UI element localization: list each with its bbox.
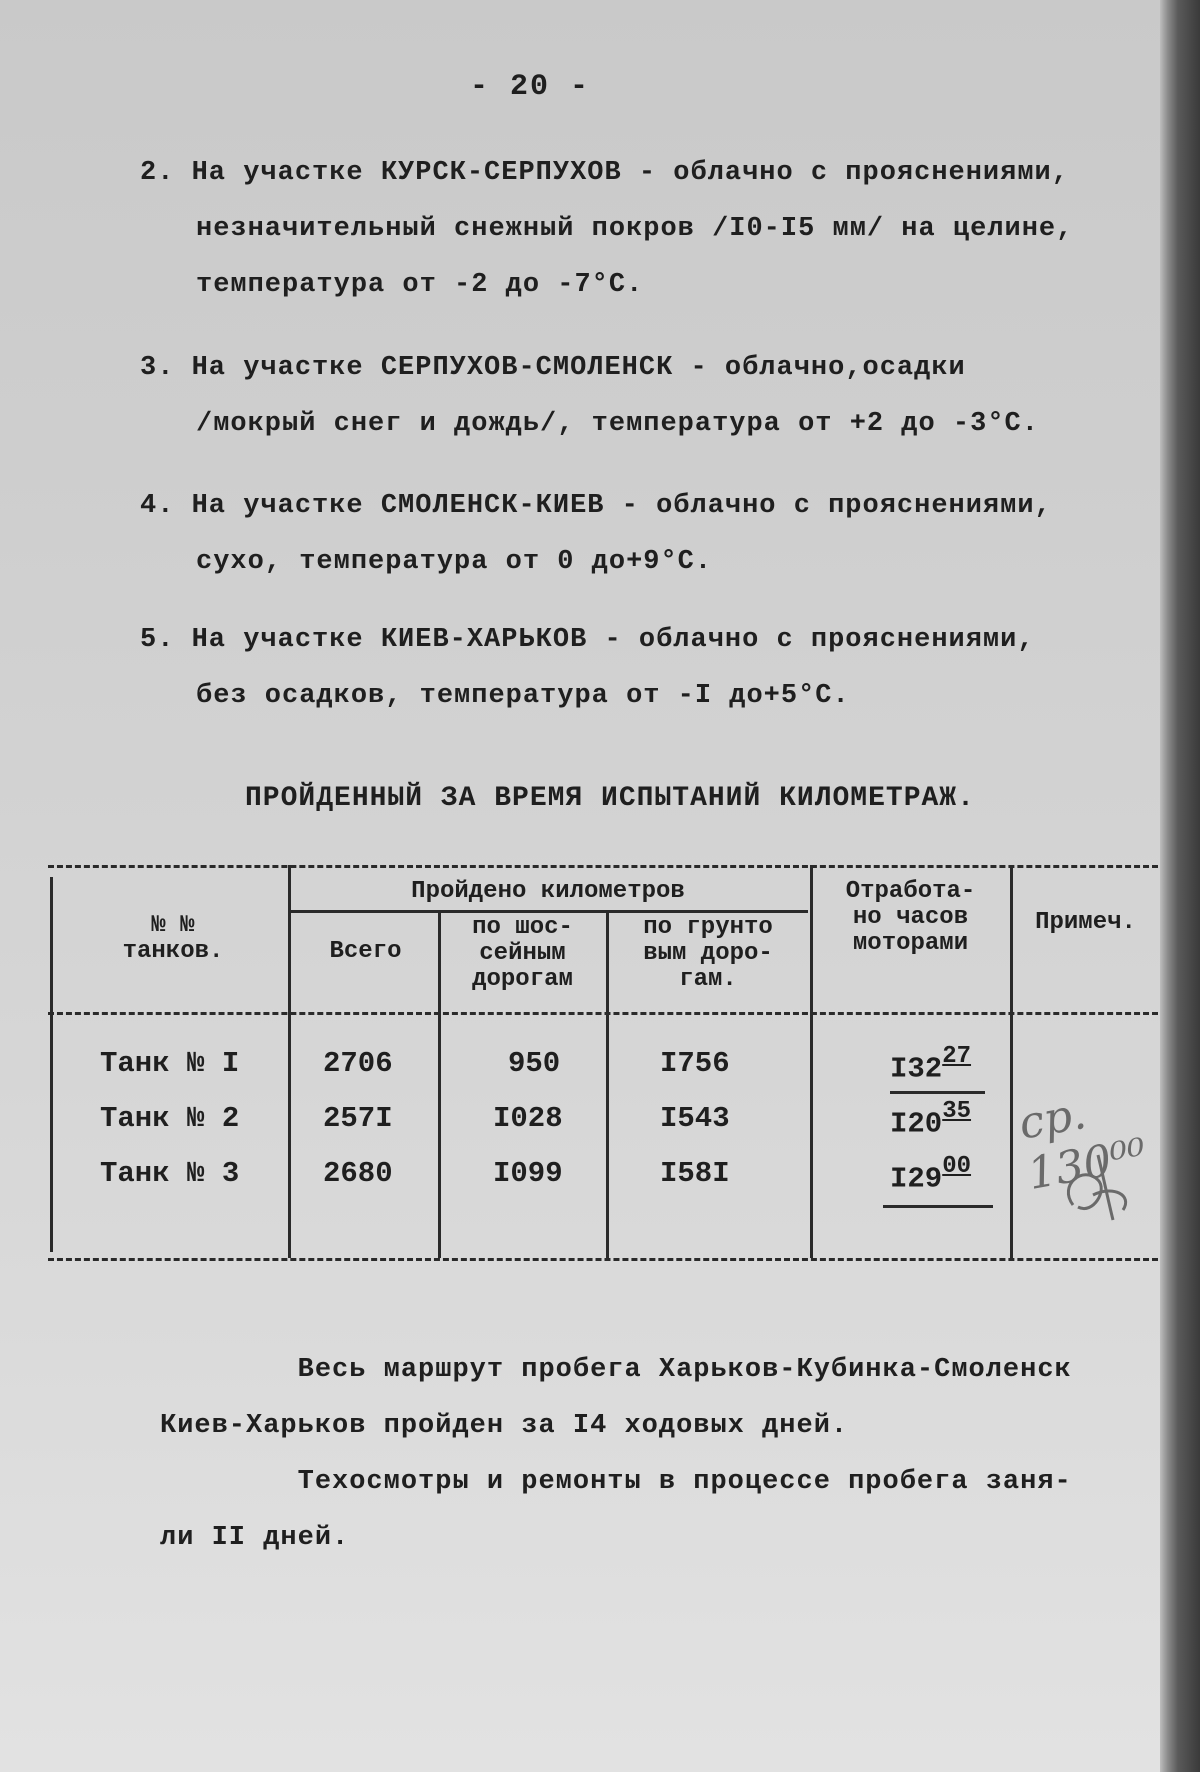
- hours-minutes: 35: [942, 1098, 972, 1125]
- paragraph-line: сухо, температура от 0 до+9°С.: [196, 547, 713, 577]
- cell-total: 2680: [323, 1157, 393, 1190]
- hours-underline: [883, 1205, 993, 1208]
- cell-dirt: I543: [660, 1102, 730, 1135]
- page-number: - 20 -: [470, 70, 591, 104]
- paragraph-number: 4.: [140, 491, 175, 521]
- paragraph-number: 2.: [140, 158, 175, 188]
- hours-minutes: 27: [942, 1043, 972, 1070]
- handwritten-average-note: ср. 130⁰⁰: [1015, 1087, 1151, 1200]
- cell-total: 2706: [323, 1047, 393, 1080]
- cell-tank: Танк № 3: [100, 1157, 240, 1190]
- cell-highway: I028: [493, 1102, 563, 1135]
- paragraph-line: незначительный снежный покров /I0-I5 мм/ на целине,: [196, 214, 1074, 244]
- paragraph-line: На участке КУРСК-СЕРПУХОВ - облачно с прояснениями,: [191, 158, 1069, 188]
- hours-main: I32: [890, 1052, 943, 1086]
- closing-line: Техосмотры и ремонты в процессе пробега заня-: [160, 1467, 1072, 1497]
- page-edge-shadow: [1160, 0, 1200, 1772]
- mileage-table: [48, 865, 1158, 1260]
- cell-total: 257I: [323, 1102, 393, 1135]
- header-dirt: по грунто вым доро- гам.: [643, 914, 773, 993]
- header-hours: Отработа- но часов моторами: [845, 878, 976, 957]
- header-divider: [48, 1012, 1158, 1015]
- table-border-left: [50, 877, 53, 1252]
- hours-main: I29: [890, 1162, 943, 1196]
- handwritten-signature-icon: [1053, 1145, 1143, 1225]
- paragraph-number: 5.: [140, 625, 175, 655]
- table-border-top: [48, 865, 1158, 868]
- paragraph-line: без осадков, температура от -I до+5°С.: [196, 681, 850, 711]
- weather-paragraph-2: [140, 145, 1069, 201]
- cell-hours: [890, 1153, 972, 1196]
- closing-line: ли II дней.: [160, 1523, 350, 1553]
- col-divider: [288, 865, 291, 1258]
- closing-line: Весь маршрут пробега Харьков-Кубинка-Смоленск: [160, 1355, 1072, 1385]
- cell-tank: Танк № 2: [100, 1102, 240, 1135]
- header-note: Примеч.: [1035, 909, 1136, 936]
- paragraph-line: На участке СМОЛЕНСК-КИЕВ - облачно с прояснениями,: [191, 491, 1052, 521]
- weather-paragraph-3: [140, 340, 966, 396]
- cell-hours: [890, 1043, 972, 1086]
- cell-highway: 950: [508, 1047, 561, 1080]
- table-border-bottom: [48, 1258, 1158, 1261]
- cell-dirt: I756: [660, 1047, 730, 1080]
- paragraph-line: температура от -2 до -7°С.: [196, 270, 644, 300]
- paragraph-line: /мокрый снег и дождь/, температура от +2 до -3°С.: [196, 409, 1039, 439]
- weather-paragraph-4: [140, 478, 1052, 534]
- header-km-group: Пройдено километров: [411, 878, 685, 905]
- cell-hours: [890, 1098, 972, 1141]
- header-total: Всего: [329, 938, 402, 965]
- paragraph-line: На участке СЕРПУХОВ-СМОЛЕНСК - облачно,осадки: [191, 353, 966, 383]
- km-group-divider: [288, 910, 808, 913]
- header-tanks: № № танков.: [122, 912, 224, 965]
- cell-tank: Танк № I: [100, 1047, 240, 1080]
- hours-underline: [890, 1091, 985, 1094]
- hours-minutes: 00: [942, 1153, 972, 1180]
- closing-line: Киев-Харьков пройден за I4 ходовых дней.: [160, 1411, 849, 1441]
- table-title: ПРОЙДЕННЫЙ ЗА ВРЕМЯ ИСПЫТАНИЙ КИЛОМЕТРАЖ.: [245, 783, 975, 814]
- header-highway: по шос- сейным дорогам: [472, 914, 573, 993]
- hours-main: I20: [890, 1107, 943, 1141]
- paragraph-number: 3.: [140, 353, 175, 383]
- cell-dirt: I58I: [660, 1157, 730, 1190]
- paragraph-line: На участке КИЕВ-ХАРЬКОВ - облачно с прояснениями,: [191, 625, 1035, 655]
- cell-highway: I099: [493, 1157, 563, 1190]
- weather-paragraph-5: [140, 612, 1035, 668]
